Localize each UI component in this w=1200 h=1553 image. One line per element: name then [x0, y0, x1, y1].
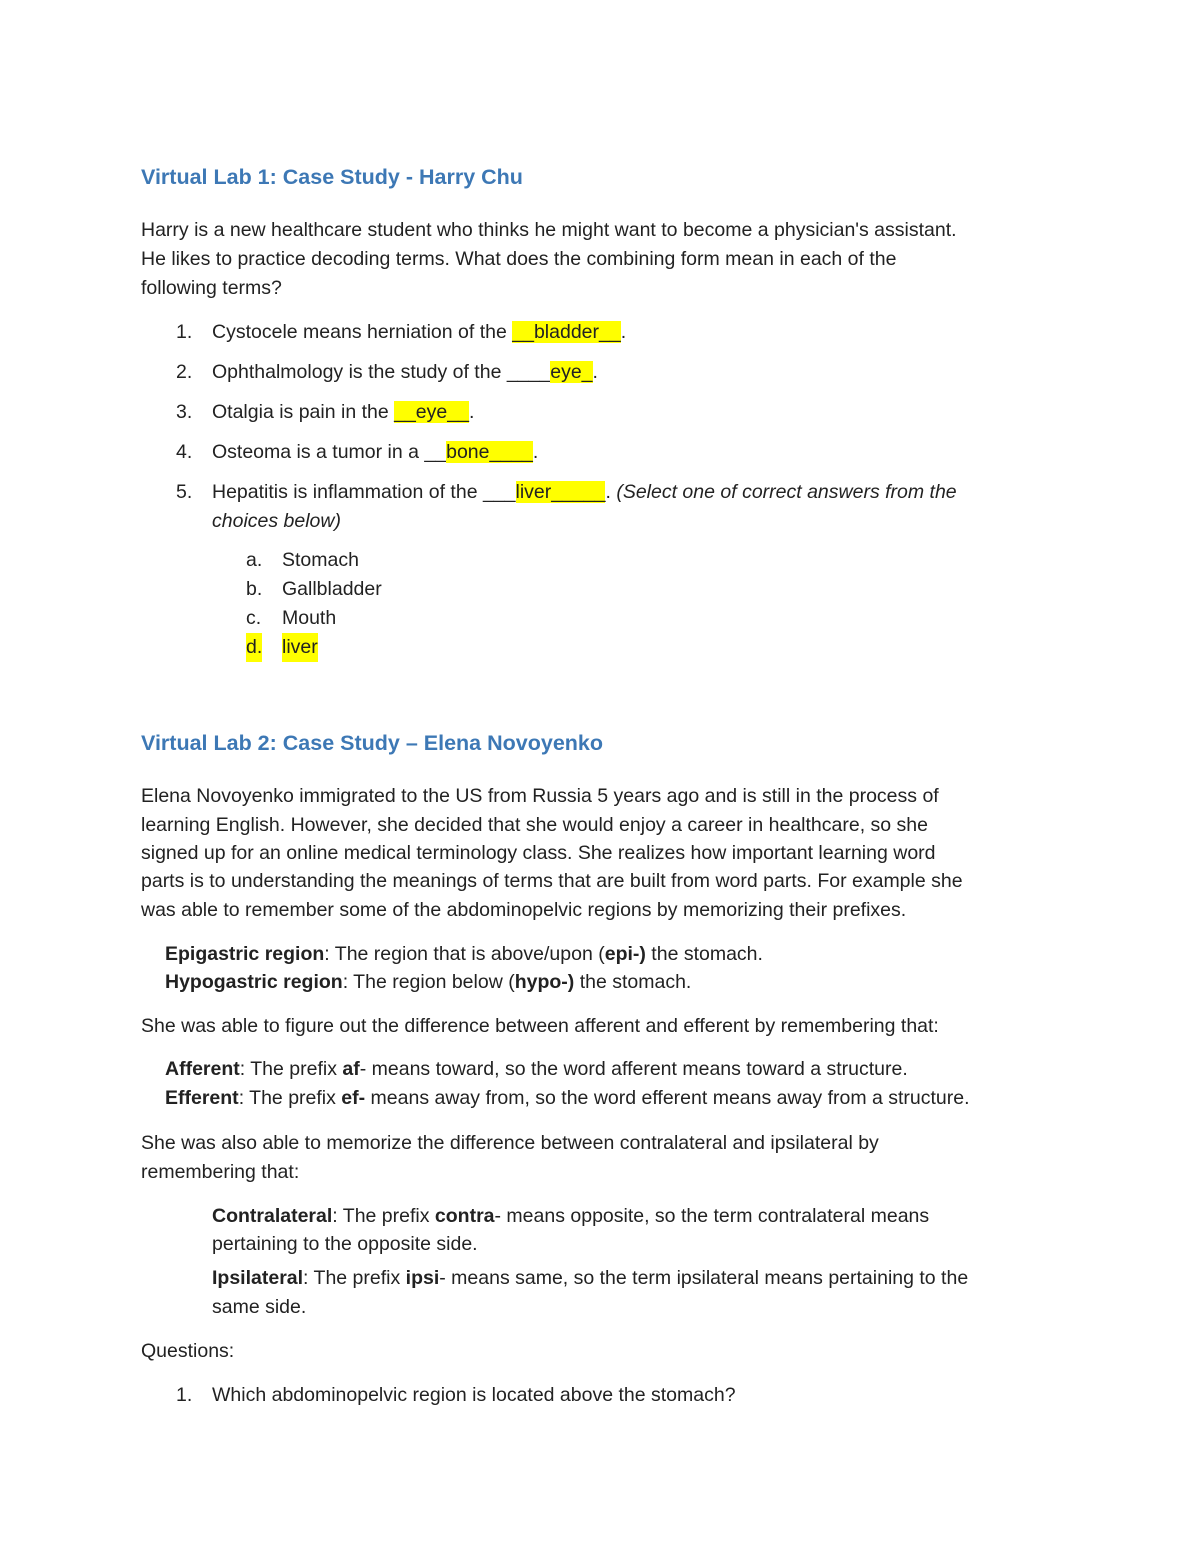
epigastric-term: Epigastric region [165, 943, 325, 965]
ipsilateral-text2: - means same, so the term ipsilateral means pertaining to the [439, 1267, 969, 1289]
afferent-term: Afferent [165, 1058, 240, 1080]
s2-q1-number: 1. [176, 1384, 193, 1406]
contra-prefix: contra [434, 1205, 495, 1227]
section1-heading: Virtual Lab 1: Case Study - Harry Chu [141, 165, 523, 189]
epigastric-text1: : The region that is above/upon ( [324, 943, 605, 965]
afferent-definition [165, 1055, 908, 1084]
ipsilateral-text1: : The prefix [303, 1267, 406, 1289]
afferent-prefix: af [342, 1058, 360, 1080]
contralateral-text2: - means opposite, so the term contralateral means [494, 1205, 930, 1227]
afferent-intro: She was able to figure out the difference between afferent and efferent by remembering that: [141, 1015, 939, 1037]
efferent-text2: means away from, so the word efferent means away from a structure. [365, 1087, 970, 1109]
section1-intro-line3: following terms? [141, 277, 282, 299]
q3-after: . [468, 401, 475, 423]
contralateral-definition-line2: pertaining to the opposite side. [212, 1233, 478, 1255]
contralateral-term: Contralateral [212, 1205, 333, 1227]
section2-intro-line2: learning English. However, she decided that she would enjoy a career in healthcare, so she [141, 814, 928, 836]
q3-answer: __eye__ [394, 401, 469, 423]
questions-label: Questions: [141, 1340, 235, 1362]
choice-a-letter: a. [246, 549, 263, 571]
section2-intro-line1: Elena Novoyenko immigrated to the US from Russia 5 years ago and is still in the process of [141, 785, 939, 807]
efferent-prefix: ef- [341, 1087, 366, 1109]
choice-c-text: Mouth [282, 607, 337, 629]
q5-answer: liver_____ [515, 481, 606, 503]
q2-after: . [592, 361, 598, 383]
epi-prefix: epi-) [604, 943, 646, 965]
contralateral-definition [212, 1202, 929, 1231]
choice-a-text: Stomach [282, 549, 359, 571]
q5-number: 5. [176, 481, 193, 503]
contra-intro-line1: She was also able to memorize the difference between contralateral and ipsilateral by [141, 1132, 879, 1154]
hypogastric-definition [165, 968, 691, 997]
contra-intro-line2: remembering that: [141, 1161, 300, 1183]
efferent-text1: : The prefix [238, 1087, 342, 1109]
hypogastric-term: Hypogastric region [165, 971, 343, 993]
q5-before: Hepatitis is inflammation of the ___ [212, 481, 516, 503]
q5-note-line2: choices below) [212, 510, 341, 532]
q5-note-line2-wrap [212, 507, 341, 536]
section2-intro-line3: signed up for an online medical terminology class. She realizes how important learning word [141, 842, 936, 864]
q4-text [212, 438, 538, 467]
q4-answer: bone____ [446, 441, 533, 463]
q4-number: 4. [176, 441, 193, 463]
q2-before: Ophthalmology is the study of the ____ [212, 361, 551, 383]
afferent-text1: : The prefix [239, 1058, 343, 1080]
contralateral-text1: : The prefix [332, 1205, 435, 1227]
q2-answer: eye_ [550, 361, 593, 383]
q5-after: . [605, 481, 611, 503]
choice-c-letter: c. [246, 607, 262, 629]
ipsilateral-definition [212, 1264, 968, 1293]
choice-b-text: Gallbladder [282, 578, 382, 600]
ipsilateral-term: Ipsilateral [212, 1267, 304, 1289]
efferent-term: Efferent [165, 1087, 239, 1109]
q3-number: 3. [176, 401, 193, 423]
q5-text [212, 478, 957, 507]
afferent-text2: - means toward, so the word afferent means toward a structure. [359, 1058, 908, 1080]
q4-before: Osteoma is a tumor in a __ [212, 441, 447, 463]
q1-answer: __bladder__ [512, 321, 621, 343]
q5-note-line1: (Select one of correct answers from the [610, 481, 957, 503]
q4-after: . [532, 441, 539, 463]
ipsilateral-definition-line2: same side. [212, 1296, 307, 1318]
efferent-definition [165, 1084, 970, 1113]
epigastric-text2: the stomach. [645, 943, 763, 965]
q2-number: 2. [176, 361, 193, 383]
epigastric-definition [165, 940, 763, 969]
hypogastric-text2: the stomach. [574, 971, 692, 993]
q1-before: Cystocele means herniation of the [212, 321, 513, 343]
hypogastric-text1: : The region below ( [342, 971, 515, 993]
section2-intro-line4: parts is to understanding the meanings of terms that are built from word parts. For example she [141, 870, 963, 892]
q1-number: 1. [176, 321, 193, 343]
section2-heading: Virtual Lab 2: Case Study – Elena Novoyenko [141, 731, 603, 755]
q2-text [212, 358, 598, 387]
q1-after: . [620, 321, 627, 343]
choice-d-text: liver [282, 633, 318, 662]
choice-b-letter: b. [246, 578, 263, 600]
ipsi-prefix: ipsi [405, 1267, 440, 1289]
section1-intro-line1: Harry is a new healthcare student who thinks he might want to become a physician's assistant. [141, 219, 957, 241]
q3-text [212, 398, 474, 427]
s2-q1-text: Which abdominopelvic region is located above the stomach? [212, 1384, 736, 1406]
q3-before: Otalgia is pain in the [212, 401, 395, 423]
hypo-prefix: hypo-) [514, 971, 575, 993]
choice-d-letter: d. [246, 633, 262, 662]
section2-intro-line5: was able to remember some of the abdominopelvic regions by memorizing their prefixes. [141, 899, 907, 921]
section1-intro-line2: He likes to practice decoding terms. What does the combining form mean in each of the [141, 248, 897, 270]
q1-text [212, 318, 626, 347]
